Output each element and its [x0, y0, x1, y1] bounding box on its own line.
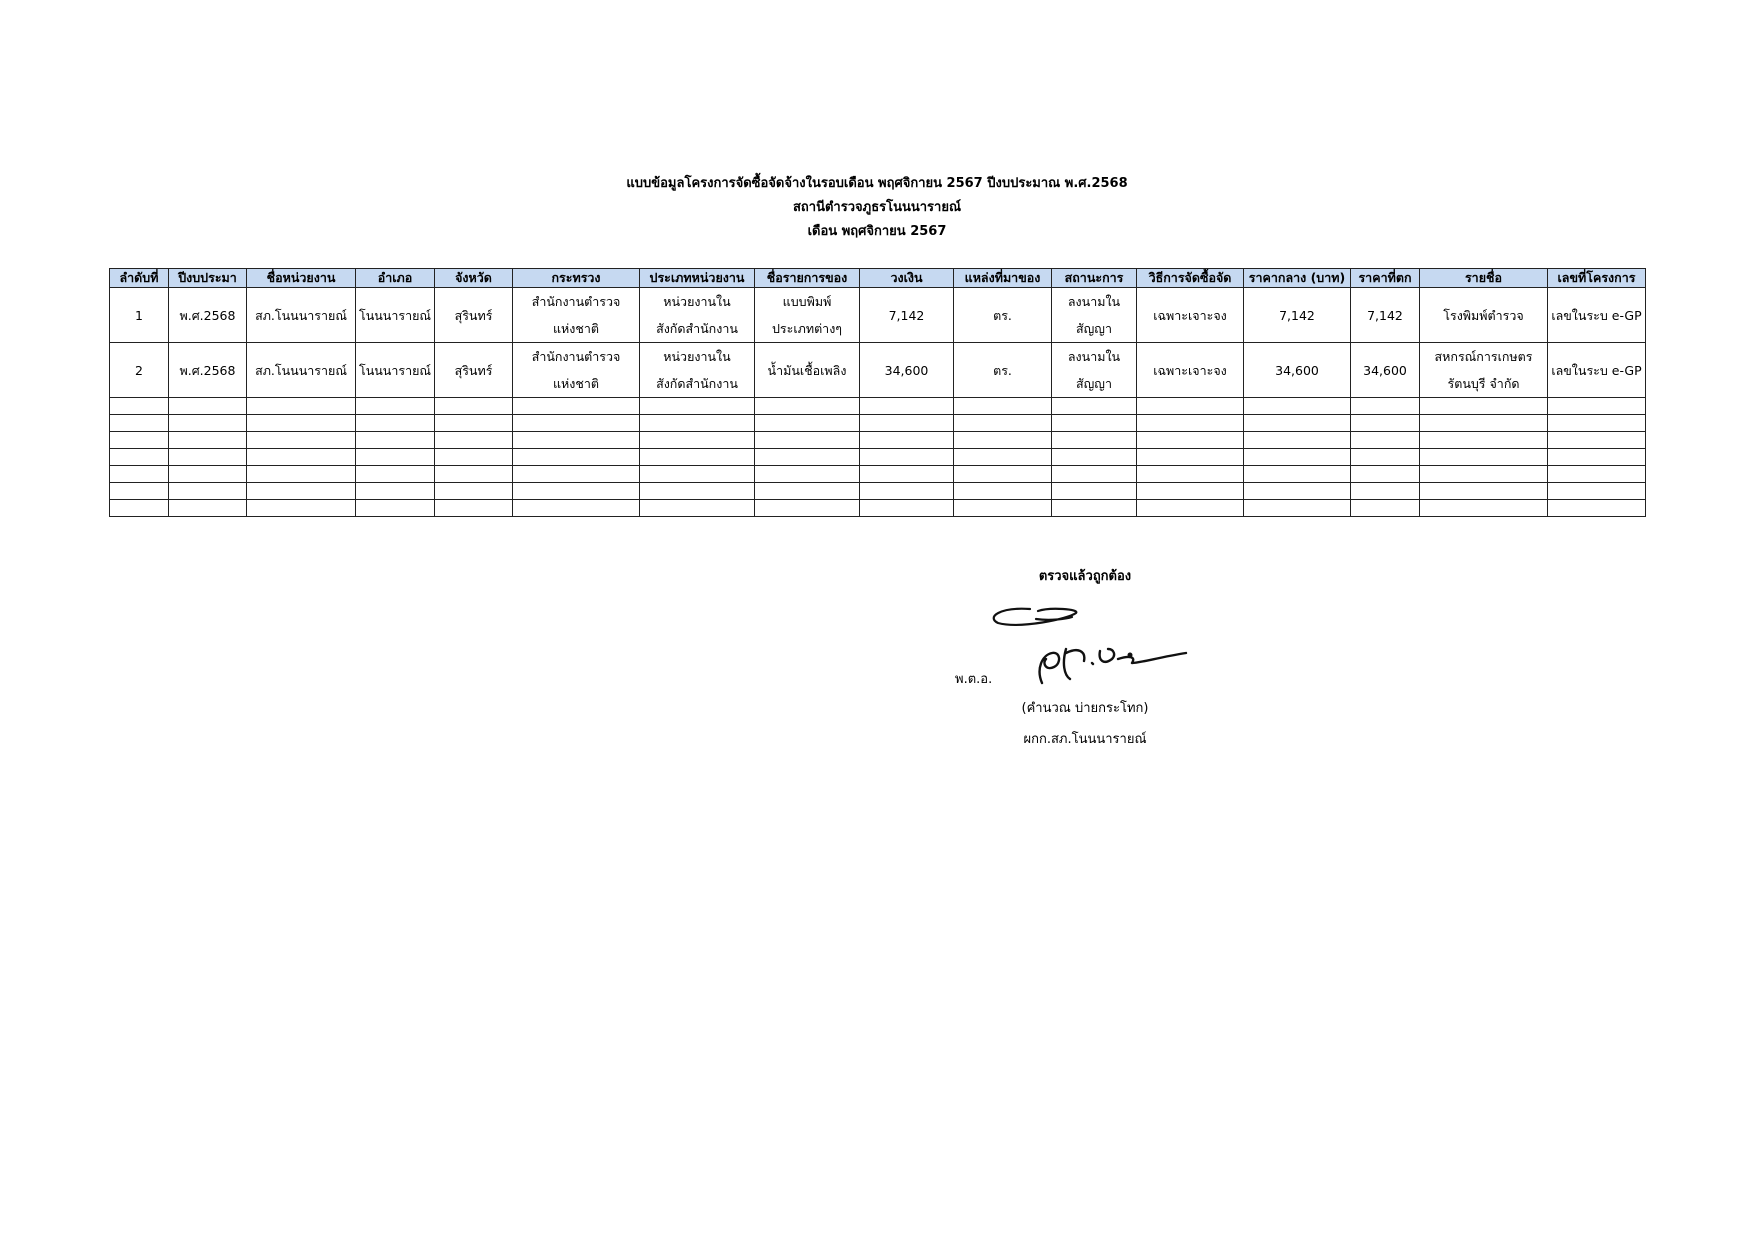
cell-agency: สภ.โนนนารายณ์	[247, 288, 356, 343]
cell-source: ตร.	[954, 288, 1052, 343]
empty-row	[110, 483, 1646, 500]
empty-row	[110, 432, 1646, 449]
column-header: แหล่งที่มาของ	[954, 269, 1052, 288]
column-header: อำเภอ	[356, 269, 435, 288]
cell-median-price: 7,142	[1244, 288, 1351, 343]
column-header: กระทรวง	[513, 269, 640, 288]
cell-agency-type	[640, 343, 755, 398]
cell-agency: สภ.โนนนารายณ์	[247, 343, 356, 398]
cell-ministry	[513, 343, 640, 398]
cell-status	[1052, 343, 1137, 398]
cell-vendor-line2: รัตนบุรี จำกัด	[1447, 376, 1520, 391]
cell-method: เฉพาะเจาะจง	[1137, 343, 1244, 398]
cell-method: เฉพาะเจาะจง	[1137, 288, 1244, 343]
empty-row	[110, 415, 1646, 432]
cell-agency-type-line2: สังกัดสำนักงาน	[656, 376, 738, 391]
table-row	[110, 343, 1646, 398]
column-header: ชื่อหน่วยงาน	[247, 269, 356, 288]
column-header: วงเงิน	[860, 269, 954, 288]
officer-name: (คำนวณ บ่ายกระโทก)	[1021, 701, 1149, 716]
cell-no: 1	[110, 288, 169, 343]
cell-budget: 7,142	[860, 288, 954, 343]
cell-item-line1: แบบพิมพ์	[782, 294, 832, 309]
cell-item	[755, 343, 860, 398]
report-month: เดือน พฤศจิกายน 2567	[807, 224, 947, 239]
station-name: สถานีตำรวจภูธรโนนนารายณ์	[792, 200, 962, 215]
cell-vendor	[1420, 288, 1548, 343]
column-header: สถานะการ	[1052, 269, 1137, 288]
procurement-table	[109, 268, 1646, 517]
table-header-row	[110, 269, 1646, 288]
cell-fiscal-year: พ.ศ.2568	[169, 288, 247, 343]
cell-ministry-line1: สำนักงานตำรวจ	[531, 349, 621, 364]
cell-budget: 34,600	[860, 343, 954, 398]
cell-vendor	[1420, 343, 1548, 398]
cell-status-line1: ลงนามใน	[1067, 294, 1121, 309]
cell-final-price: 34,600	[1351, 343, 1420, 398]
column-header: วิธีการจัดซื้อจัด	[1137, 269, 1244, 288]
cell-ministry	[513, 288, 640, 343]
cell-district: โนนนารายณ์	[356, 288, 435, 343]
empty-row	[110, 449, 1646, 466]
column-header: เลขที่โครงการ	[1548, 269, 1646, 288]
empty-row	[110, 398, 1646, 415]
column-header: จังหวัด	[435, 269, 513, 288]
cell-status-line1: ลงนามใน	[1067, 349, 1121, 364]
cell-province: สุรินทร์	[435, 343, 513, 398]
cell-status-line2: สัญญา	[1076, 321, 1112, 336]
column-header: รายชื่อ	[1420, 269, 1548, 288]
officer-position: ผกก.สภ.โนนนารายณ์	[1023, 732, 1147, 747]
cell-ministry-line1: สำนักงานตำรวจ	[531, 294, 621, 309]
cell-agency-type	[640, 288, 755, 343]
cell-province: สุรินทร์	[435, 288, 513, 343]
officer-rank: พ.ต.อ.	[955, 672, 993, 687]
cell-vendor-line1: โรงพิมพ์ตำรวจ	[1443, 307, 1524, 323]
cell-agency-type-line1: หน่วยงานใน	[663, 294, 731, 309]
cell-district: โนนนารายณ์	[356, 343, 435, 398]
cell-item	[755, 288, 860, 343]
cell-ministry-line2: แห่งชาติ	[552, 321, 600, 336]
cell-status-line2: สัญญา	[1076, 376, 1112, 391]
cell-median-price: 34,600	[1244, 343, 1351, 398]
cell-item-line1: น้ำมันเชื้อเพลิง	[767, 362, 847, 378]
verification-note: ตรวจแล้วถูกต้อง	[1038, 569, 1132, 584]
column-header: ปีงบประมา	[169, 269, 247, 288]
column-header: ราคากลาง (บาท)	[1244, 269, 1351, 288]
empty-row	[110, 466, 1646, 483]
handwritten-signature	[980, 593, 1220, 693]
column-header: ราคาที่ตก	[1351, 269, 1420, 288]
cell-final-price: 7,142	[1351, 288, 1420, 343]
cell-agency-type-line1: หน่วยงานใน	[663, 349, 731, 364]
cell-agency-type-line2: สังกัดสำนักงาน	[656, 321, 738, 336]
column-header: ประเภทหน่วยงาน	[640, 269, 755, 288]
cell-ministry-line2: แห่งชาติ	[552, 376, 600, 391]
cell-source: ตร.	[954, 343, 1052, 398]
column-header: ลำดับที่	[110, 269, 169, 288]
document-title: แบบข้อมูลโครงการจัดซื้อจัดจ้างในรอบเดือน พฤศจิกายน 2567 ปีงบประมาณ พ.ศ.2568	[626, 176, 1128, 191]
empty-row	[110, 500, 1646, 517]
cell-fiscal-year: พ.ศ.2568	[169, 343, 247, 398]
cell-vendor-line1: สหกรณ์การเกษตร	[1434, 349, 1533, 364]
cell-item-line2: ประเภทต่างๆ	[771, 321, 843, 336]
cell-status	[1052, 288, 1137, 343]
column-header: ชื่อรายการของ	[755, 269, 860, 288]
table-row	[110, 288, 1646, 343]
cell-project-no: เลขในระบ e-GP	[1548, 343, 1646, 398]
cell-project-no: เลขในระบ e-GP	[1548, 288, 1646, 343]
document-header	[0, 172, 1754, 244]
cell-no: 2	[110, 343, 169, 398]
